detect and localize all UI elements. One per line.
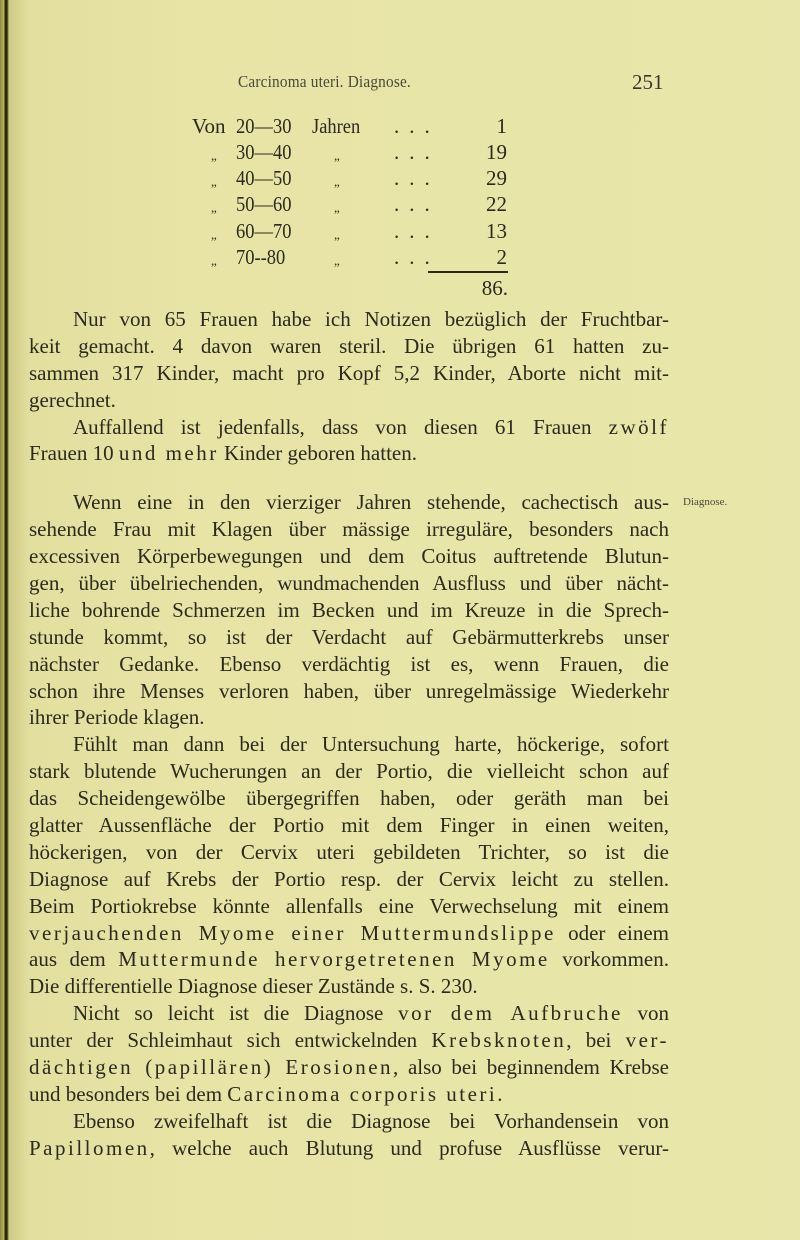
text-segment: gen, über übelriechenden, wundmachenden Ausfluss und über nächt- (29, 571, 669, 596)
table-row (0, 192, 800, 218)
text-line (29, 651, 669, 678)
text-line (29, 624, 669, 651)
text-line (29, 866, 669, 893)
spaced-emphasis: und mehr (118, 441, 219, 466)
age-range: 30—40 (236, 140, 292, 164)
text-line (29, 543, 669, 570)
table-row (0, 166, 800, 192)
spaced-emphasis: dächtigen (papillären) Erosionen (29, 1055, 394, 1080)
age-range: 20—30 (236, 114, 292, 138)
count: 29 (486, 166, 507, 190)
leader-dots: ... (394, 219, 440, 243)
spaced-emphasis: zwölf (608, 414, 669, 439)
count: 1 (496, 114, 507, 138)
text-segment: Kinder geboren hatten. (218, 441, 417, 466)
text-segment: und besonders bei dem (29, 1081, 228, 1106)
sum-rule (428, 271, 508, 273)
text-segment: Diagnose auf Krebs der Portio resp. der Cervix leicht zu stellen. (29, 866, 669, 891)
text-line (29, 973, 669, 1000)
spaced-emphasis: Krebsknoten (431, 1028, 567, 1053)
text-line (29, 570, 669, 597)
text-segment: Frauen 10 (29, 441, 119, 466)
table-row (0, 245, 800, 271)
text-segment: von (622, 1001, 669, 1026)
text-segment: gerechnet. (29, 387, 116, 412)
age-prefix: „ (211, 174, 217, 189)
age-range: 70--80 (236, 245, 286, 269)
age-prefix: „ (211, 148, 217, 163)
text-segment: liche bohrende Schmerzen im Becken und im Kreuze in die Sprech- (29, 597, 669, 622)
spaced-emphasis: verjauchenden Myome einer Muttermundslippe (29, 920, 556, 945)
text-line (29, 678, 669, 705)
age-unit: „ (334, 227, 340, 242)
text-line (29, 516, 669, 543)
text-line (29, 839, 669, 866)
text-line (29, 704, 669, 731)
text-line (29, 893, 669, 920)
text-segment: Ebenso zweifelhaft ist die Diagnose bei Vorhandensein von (73, 1108, 669, 1133)
text-line (29, 1027, 669, 1054)
text-line (29, 440, 669, 467)
text-segment: , bei (566, 1028, 626, 1053)
text-segment: vorkommen. (549, 947, 670, 972)
text-line (29, 1000, 669, 1027)
age-unit: „ (334, 253, 340, 268)
count: 19 (486, 140, 507, 164)
table-row (0, 114, 800, 140)
age-unit: Jahren (312, 114, 361, 138)
text-segment: Beim Portiokrebse könnte allenfalls eine Verwechselung mit einem (29, 893, 669, 918)
margin-note: Diagnose. (683, 496, 728, 508)
text-segment: unter der Schleimhaut sich entwickelnden (29, 1028, 432, 1053)
text-line (29, 489, 669, 516)
text-segment: excessiven Körperbewegungen und dem Coitus auftretende Blutun- (29, 544, 669, 569)
age-range: 50—60 (236, 192, 292, 216)
table-row (0, 219, 800, 245)
text-segment: stark blutende Wucherungen an der Portio, die vielleicht schon auf (29, 759, 669, 784)
leader-dots: ... (394, 140, 440, 164)
leader-dots: ... (394, 245, 440, 269)
text-segment: Die differentielle Diagnose dieser Zustände s. S. 230. (29, 974, 478, 999)
spaced-emphasis: vor dem Aufbruche (398, 1001, 623, 1026)
text-segment: keit gemacht. 4 davon waren steril. Die übrigen 61 hatten zu- (29, 333, 669, 358)
text-segment: , welche auch Blutung und profuse Ausflüsse verur- (149, 1135, 669, 1160)
age-unit: „ (334, 148, 340, 163)
body-text (29, 306, 669, 1162)
count: 22 (486, 192, 507, 216)
age-prefix: „ (211, 227, 217, 242)
text-segment: aus dem (29, 947, 119, 972)
leader-dots: ... (394, 192, 440, 216)
age-range: 40—50 (236, 166, 292, 190)
age-prefix: „ (211, 253, 217, 268)
text-segment: Fühlt man dann bei der Untersuchung harte, höckerige, sofort (73, 732, 669, 757)
text-line (29, 333, 669, 360)
spaced-emphasis: ver- (625, 1028, 669, 1053)
text-line (29, 812, 669, 839)
text-segment: schon ihre Menses verloren haben, über unregelmässige Wiederkehr (29, 678, 669, 703)
text-line (29, 946, 669, 973)
age-range: 60—70 (236, 219, 292, 243)
spaced-emphasis: Carcinoma corporis uteri (227, 1081, 498, 1106)
text-line (29, 1081, 669, 1108)
text-line (29, 387, 669, 414)
text-segment: ihrer Periode klagen. (29, 705, 205, 730)
text-segment: höckerigen, von der Cervix uteri gebildeten Trichter, so ist die (29, 839, 669, 864)
count: 2 (496, 245, 507, 269)
leader-dots: ... (394, 166, 440, 190)
text-line (29, 1054, 669, 1081)
text-line (29, 920, 669, 947)
text-segment: Wenn eine in den vierziger Jahren stehende, cachectisch aus- (73, 490, 669, 515)
text-line (29, 1108, 669, 1135)
spaced-emphasis: Papillomen (29, 1135, 150, 1160)
age-unit: „ (334, 200, 340, 215)
leader-dots: ... (394, 114, 440, 138)
text-line (29, 360, 669, 387)
page-number: 251 (632, 70, 664, 94)
count: 13 (486, 219, 507, 243)
text-segment: nächster Gedanke. Ebenso verdächtig ist es, wenn Frauen, die (29, 651, 669, 676)
table-row (0, 140, 800, 166)
text-line (29, 597, 669, 624)
age-prefix: Von (192, 114, 226, 138)
text-segment: Nur von 65 Frauen habe ich Notizen bezüglich der Fruchtbar- (73, 307, 669, 331)
text-line (29, 731, 669, 758)
text-line (29, 306, 669, 333)
text-line (29, 1135, 669, 1162)
text-segment: , also bei beginnendem Krebse (393, 1055, 669, 1080)
text-segment: oder einem (555, 920, 669, 945)
text-segment: glatter Aussenfläche der Portio mit dem Finger in einen weiten, (29, 813, 669, 838)
age-unit: „ (334, 174, 340, 189)
text-segment: stunde kommt, so ist der Verdacht auf Gebärmutterkrebs unser (29, 624, 669, 649)
running-head: Carcinoma uteri. Diagnose. (238, 72, 411, 91)
text-segment: sehende Frau mit Klagen über mässige irreguläre, besonders nach (29, 517, 669, 542)
age-prefix: „ (211, 200, 217, 215)
spaced-emphasis: Muttermunde hervorgetretenen Myome (118, 947, 550, 972)
text-segment: . (497, 1081, 503, 1106)
text-line (29, 785, 669, 812)
text-segment: Nicht so leicht ist die Diagnose (73, 1001, 399, 1026)
text-segment: sammen 317 Kinder, macht pro Kopf 5,2 Kinder, Aborte nicht mit- (29, 360, 669, 385)
text-line (29, 414, 669, 441)
table-total: 86. (481, 276, 508, 300)
text-segment: das Scheidengewölbe übergegriffen haben, oder geräth man bei (29, 786, 669, 811)
text-line (29, 758, 669, 785)
text-segment: Auffallend ist jedenfalls, dass von diesen 61 Frauen (73, 414, 609, 439)
